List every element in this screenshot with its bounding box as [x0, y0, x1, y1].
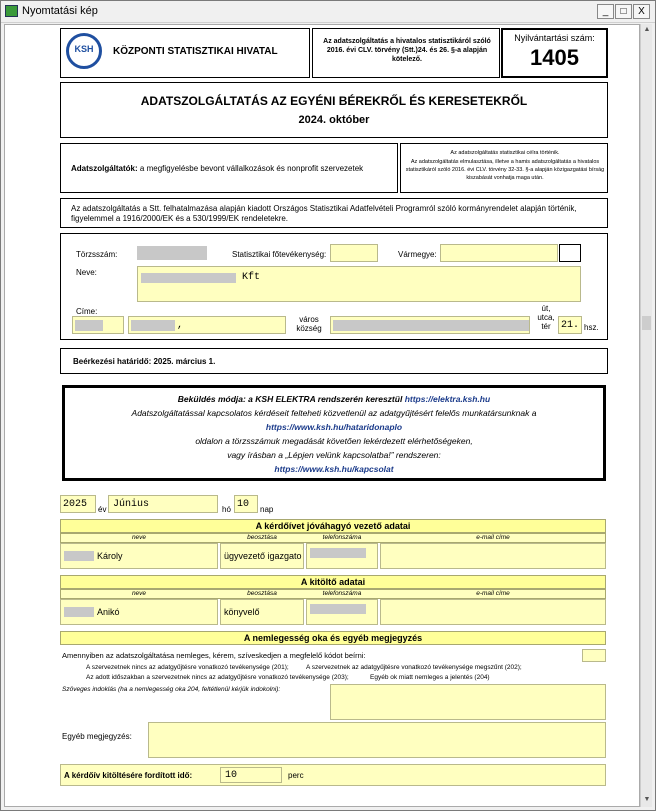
submission-method: Beküldés módja: a KSH ELEKTRA rendszerén keresztül: [177, 394, 403, 404]
filler-band: A kitöltő adatai: [60, 575, 606, 589]
approver-band: A kérdőívet jóváhagyó vezető adatai: [60, 519, 606, 533]
hataridonaplo-link[interactable]: https://www.ksh.hu/hataridonaplo: [265, 422, 403, 432]
approver-phone-field[interactable]: [306, 543, 378, 569]
scroll-up-icon[interactable]: ▲: [643, 26, 651, 33]
text-explanation-label: Szöveges indoklás (ha a nemlegesség oka 204, feltétlenül kérjük indokolni):: [62, 686, 281, 693]
time-spent-unit: perc: [288, 771, 304, 780]
approver-email-field[interactable]: [380, 543, 606, 569]
approver-name-field[interactable]: [60, 543, 218, 569]
legal-basis-box: [312, 28, 500, 78]
legal-text-box: [60, 198, 608, 228]
approver-name-redacted: [64, 551, 94, 561]
zip-redacted: [75, 320, 103, 331]
providers-line: [71, 164, 363, 173]
time-spent-field[interactable]: 10: [220, 767, 282, 783]
filler-name-redacted: [64, 607, 94, 617]
nonresp-intro: Amennyiben az adatszolgáltatása nemleges, kérem, szíveskedjen a megfelelő kódot beírni:: [62, 651, 366, 660]
filler-email-field[interactable]: [380, 599, 606, 625]
varmegye-label: Vármegye:: [398, 250, 437, 259]
filler-col-telefon: telefonszáma: [322, 590, 362, 597]
submission-line1: [65, 394, 603, 404]
month-field[interactable]: Június: [108, 495, 218, 513]
city-field[interactable]: [128, 316, 286, 334]
legal-basis-text: Az adatszolgáltatás a hivatalos statisztikáról szóló 2016. évi CLV. törvény (Stt.)24. és 26. §-a alapján kötelező.: [323, 38, 491, 63]
ut-label: út, utca, tér: [537, 304, 555, 331]
submission-box: [62, 385, 606, 481]
approver-col-neve: neve: [131, 534, 147, 541]
text-explanation-field[interactable]: [330, 684, 606, 720]
deadline-text: Beérkezési határidő: 2025. március 1.: [73, 357, 216, 366]
maximize-button[interactable]: □: [615, 4, 632, 19]
elektra-link[interactable]: https://elektra.ksh.hu: [404, 394, 491, 404]
scroll-down-icon[interactable]: ▼: [643, 796, 651, 803]
other-note-field[interactable]: [148, 722, 606, 758]
filler-position-field[interactable]: [220, 599, 304, 625]
submission-line4: oldalon a törzsszámuk megadását követően lekérdezett elérhetőségeken,: [195, 436, 473, 446]
other-note-label: Egyéb megjegyzés:: [62, 732, 132, 741]
ksh-logo-text: KSH: [74, 44, 94, 54]
approver-position: ügyvezető igazgato: [224, 551, 302, 561]
filler-phone-redacted: [310, 604, 366, 614]
filler-position: könyvelő: [224, 607, 260, 617]
varmegye-code-field[interactable]: [559, 244, 581, 262]
torzsszam-label: Törzsszám:: [76, 250, 118, 259]
minimize-button[interactable]: _: [597, 4, 614, 19]
company-name-redacted: [141, 273, 236, 283]
fotevekenyseg-field[interactable]: [330, 244, 378, 262]
filler-phone-field[interactable]: [306, 599, 378, 625]
providers-label: Adatszolgáltatók:: [71, 164, 138, 173]
company-name-suffix: Kft: [242, 272, 261, 283]
consequence-note1: Az adatszolgáltatás statisztikai célra történik.: [450, 150, 560, 156]
nonresp-reason3: Az adott időszakban a szervezetnek nincs az adatgyűjtésre vonatkozó tevékenysége (203);: [86, 674, 349, 681]
approver-position-field[interactable]: [220, 543, 304, 569]
org-name: KÖZPONTI STATISZTIKAI HIVATAL: [113, 46, 278, 57]
nonresp-band: A nemlegesség oka és egyéb megjegyzés: [60, 631, 606, 645]
reg-number-box: [501, 28, 608, 78]
street-field[interactable]: [330, 316, 530, 334]
approver-col-email: e-mail címe: [476, 534, 510, 541]
day-suffix: nap: [260, 505, 274, 514]
scroll-thumb[interactable]: [642, 316, 651, 330]
filler-name-field[interactable]: [60, 599, 218, 625]
reg-number: 1405: [530, 45, 579, 70]
submission-line2: Adatszolgáltatással kapcsolatos kérdéseit felteheti közvetlenül az adatgyűjtésért felelős munkatársunknak a: [131, 408, 537, 418]
varos-label: város község: [296, 315, 322, 333]
filler-col-neve: neve: [131, 590, 147, 597]
filler-name: Anikó: [97, 607, 120, 617]
nonresp-reason2: A szervezetnek az adatgyűjtésre vonatkozó tevékenysége megszűnt (202);: [306, 664, 522, 671]
year-field[interactable]: 2025: [60, 495, 96, 513]
zip-field[interactable]: [72, 316, 124, 334]
submission-line5: vagy írásban a „Lépjen velünk kapcsolatba!” rendszeren:: [227, 450, 441, 460]
nonresp-reason4: Egyéb ok miatt nemleges a jelentés (204): [370, 674, 490, 681]
form-title: ADATSZOLGÁLTATÁS AZ EGYÉNI BÉREKRŐL ÉS KERESETEKRŐL: [140, 94, 528, 108]
hsz-label: hsz.: [584, 323, 599, 332]
nonresp-reason1: A szervezetnek nincs az adatgyűjtésre vonatkozó tevékenysége (201);: [86, 664, 289, 671]
app-icon: [5, 5, 18, 17]
torzsszam-field[interactable]: [137, 246, 207, 260]
reg-number-label: Nyilvántartási szám:: [514, 33, 595, 43]
company-name-field[interactable]: [137, 266, 581, 302]
legal-text: Az adatszolgáltatás a Stt. felhatalmazása alapján kiadott Országos Statisztikai Adatfelvételi Programról szóló kormányrendelet alapján történik, figyelemmel a 1916/2000/EK és a 530/1999/EK rendeletekre.: [71, 204, 577, 223]
window-title: Nyomtatási kép: [22, 5, 98, 17]
providers-box: [60, 143, 398, 193]
fotevekenyseg-label: Statisztikai főtevékenység:: [232, 250, 327, 259]
filler-col-beosztasa: beosztása: [247, 590, 277, 597]
month-suffix: hó: [222, 505, 231, 514]
providers-text: a megfigyelésbe bevont vállalkozások és nonprofit szervezetek: [139, 164, 364, 173]
ksh-logo-icon: [66, 33, 102, 69]
street-redacted: [333, 320, 529, 331]
kapcsolat-link[interactable]: https://www.ksh.hu/kapcsolat: [274, 464, 394, 474]
approver-col-beosztasa: beosztása: [247, 534, 277, 541]
title-bar[interactable]: [1, 1, 655, 23]
city-redacted: [131, 320, 175, 331]
filler-col-email: e-mail címe: [476, 590, 510, 597]
approver-name: Károly: [97, 551, 123, 561]
day-field[interactable]: 10: [234, 495, 258, 513]
time-spent-label: A kérdőív kitöltésére fordított idő:: [64, 771, 193, 780]
approver-col-telefon: telefonszáma: [322, 534, 362, 541]
year-suffix: év: [98, 505, 107, 514]
close-button[interactable]: X: [633, 4, 650, 19]
varmegye-field[interactable]: [440, 244, 558, 262]
city-comma: ,: [177, 320, 184, 331]
house-number-field[interactable]: [558, 316, 582, 334]
nonresp-code-field[interactable]: [582, 649, 606, 662]
form-period: 2024. október: [298, 114, 370, 126]
approver-phone-redacted: [310, 548, 366, 558]
neve-label: Neve:: [76, 268, 97, 277]
vertical-scrollbar[interactable]: [640, 24, 652, 807]
form-title-box: [60, 82, 608, 138]
consequence-note2: Az adatszolgáltatás elmulasztása, illetve a hamis adatszolgáltatás a hivatalos statisztikáról szóló 2016. évi CLV. törvény 32-33. §-a alapján közigazgatási bírság kiszabását vonhatja maga után.: [405, 159, 605, 181]
deadline-box: [60, 348, 608, 374]
cime-label: Címe:: [76, 307, 98, 316]
house-number: 21.: [561, 320, 580, 331]
consequence-box: [400, 143, 608, 193]
